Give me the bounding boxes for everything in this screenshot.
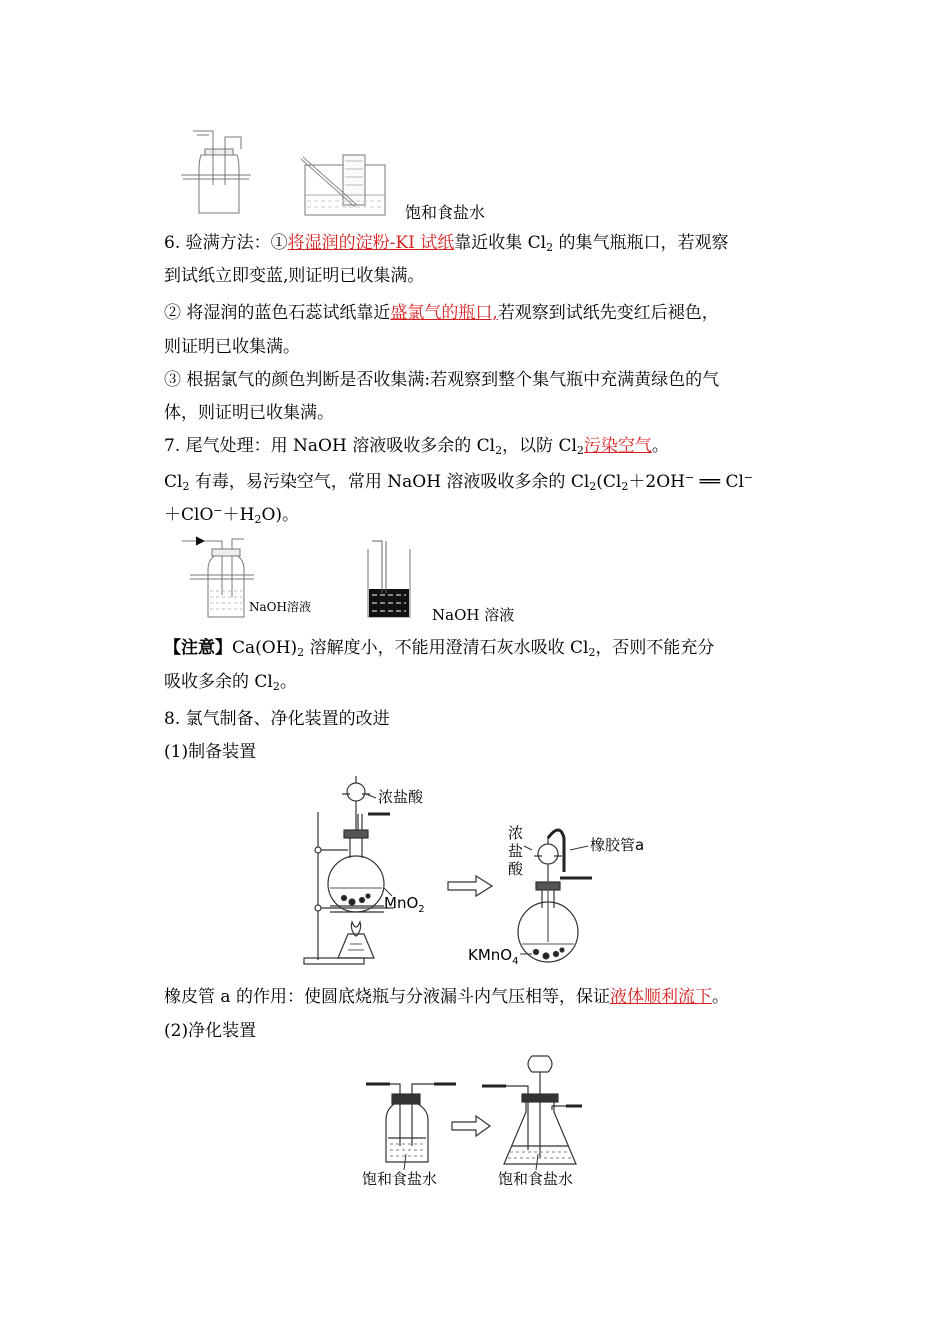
transition-arrow [448, 876, 492, 896]
t: ══ Cl [694, 472, 744, 492]
s6-rest-b: 的集气瓶瓶口，若观察 [553, 233, 729, 253]
note-line-2 [164, 671, 794, 693]
t: ＋2OH [628, 472, 685, 492]
subscript: 4 [512, 956, 519, 967]
gas-washing-bottle [181, 131, 251, 213]
t: MnO [384, 894, 419, 912]
right-apparatus [518, 830, 592, 962]
subscript: 2 [588, 646, 596, 659]
subscript: 2 [254, 513, 262, 526]
answer-blank-starch-ki: 将湿润的淀粉-KI 试纸 [287, 233, 455, 253]
chlorine-preparation-figure [300, 772, 660, 972]
label-acid-v1: 浓 [508, 824, 524, 842]
s6-p3-line-1: ③ 根据氯气的颜色判断是否收集满:若观察到整个集气瓶中充满黄绿色的气 [164, 370, 720, 390]
label-acid-v3: 酸 [508, 860, 524, 878]
water-trough [301, 155, 385, 215]
chlorine-purification-figure [360, 1050, 600, 1190]
s6-p3-line-2: 体，则证明已收集满。 [164, 403, 334, 423]
t: KMnO [468, 946, 513, 964]
washing-bottle-left [366, 1084, 456, 1162]
label-acid-v2: 盐 [508, 842, 524, 860]
label-mno2 [384, 894, 425, 915]
s8-title: 8. 氯气制备、净化装置的改进 [164, 709, 390, 729]
t: 溶解度小，不能用澄清石灰水吸收 Cl [304, 638, 589, 658]
label-kmno4 [468, 946, 518, 967]
t: (Cl [596, 472, 622, 492]
t: 。 [711, 987, 729, 1007]
s7-line-3 [164, 504, 794, 526]
t: ＋ClO [164, 505, 214, 525]
t: 吸收多余的 Cl [164, 672, 273, 692]
t: O)。 [261, 505, 300, 525]
t: Cl [164, 472, 183, 492]
superscript: − [684, 471, 695, 484]
s8-paragraph [164, 986, 794, 1008]
s7-end: 。 [651, 436, 669, 456]
s6-line-2: 到试纸立即变蓝,则证明已收集满。 [164, 266, 425, 286]
naoh-wash-bottle [182, 537, 254, 617]
s7-prefix: 7. 尾气处理：用 NaOH 溶液吸收多余的 Cl [164, 436, 496, 456]
s6-rest: 靠近收集 Cl [454, 233, 547, 253]
s6-p2-rest: 若观察到试纸先变红后褪色， [497, 303, 719, 323]
subscript: 2 [621, 480, 629, 493]
subscript: 2 [272, 680, 280, 693]
subscript: 2 [182, 480, 190, 493]
t: Ca(OH) [232, 638, 298, 658]
naoh-caption-2: NaOH 溶液 [432, 606, 515, 624]
conical-flask-right [482, 1056, 582, 1164]
top-figure-caption: 饱和食盐水 [405, 203, 486, 222]
note-line-1 [164, 637, 794, 659]
s6-prefix: 6. 验满方法：① [164, 233, 288, 253]
t: 橡皮管 a 的作用：使圆底烧瓶与分液漏斗内气压相等，保证 [164, 987, 610, 1007]
t: ，否则不能充分 [595, 638, 715, 658]
t: 有毒，易污染空气，常用 NaOH 溶液吸收多余的 Cl [189, 472, 590, 492]
subscript: 2 [546, 241, 554, 254]
superscript: − [213, 504, 223, 517]
answer-blank-bottle-mouth: 盛氯气的瓶口, [390, 303, 498, 323]
s8-subheading-1: (1)制备装置 [164, 742, 257, 762]
subscript: 2 [495, 444, 503, 457]
s7-line-2 [164, 471, 794, 493]
naoh-beaker [368, 541, 410, 617]
subscript: 2 [589, 480, 597, 493]
answer-blank-liquid-flow: 液体顺利流下 [609, 987, 712, 1007]
subscript: 2 [297, 646, 305, 659]
superscript: − [743, 471, 754, 484]
s6-line-1 [164, 232, 794, 254]
leader-lines [366, 794, 588, 954]
label-rubber-tube: 橡胶管a [590, 836, 645, 854]
label-conc-hcl: 浓盐酸 [378, 788, 424, 806]
t: 。 [279, 672, 297, 692]
subscript: 2 [576, 444, 584, 457]
t: ＋H [222, 505, 255, 525]
top-apparatus-figure [175, 125, 395, 220]
s7-mid: ，以防 Cl [502, 436, 577, 456]
caption-saturated-brine-1: 饱和食盐水 [362, 1170, 438, 1188]
s8-subheading-2: (2)净化装置 [164, 1021, 257, 1041]
s6-p2-line-2: 则证明已收集满。 [164, 337, 300, 357]
subscript: 2 [418, 904, 425, 915]
purify-arrow [452, 1116, 490, 1136]
note-tag: 【注意】 [164, 638, 232, 658]
s6-p2-line-1 [164, 302, 794, 324]
s6-p2-prefix: ② 将湿润的蓝色石蕊试纸靠近 [164, 303, 391, 323]
s7-line-1 [164, 435, 794, 457]
naoh-caption-1: NaOH溶液 [249, 600, 311, 614]
answer-blank-pollution: 污染空气 [583, 436, 652, 456]
caption-saturated-brine-2: 饱和食盐水 [498, 1170, 574, 1188]
